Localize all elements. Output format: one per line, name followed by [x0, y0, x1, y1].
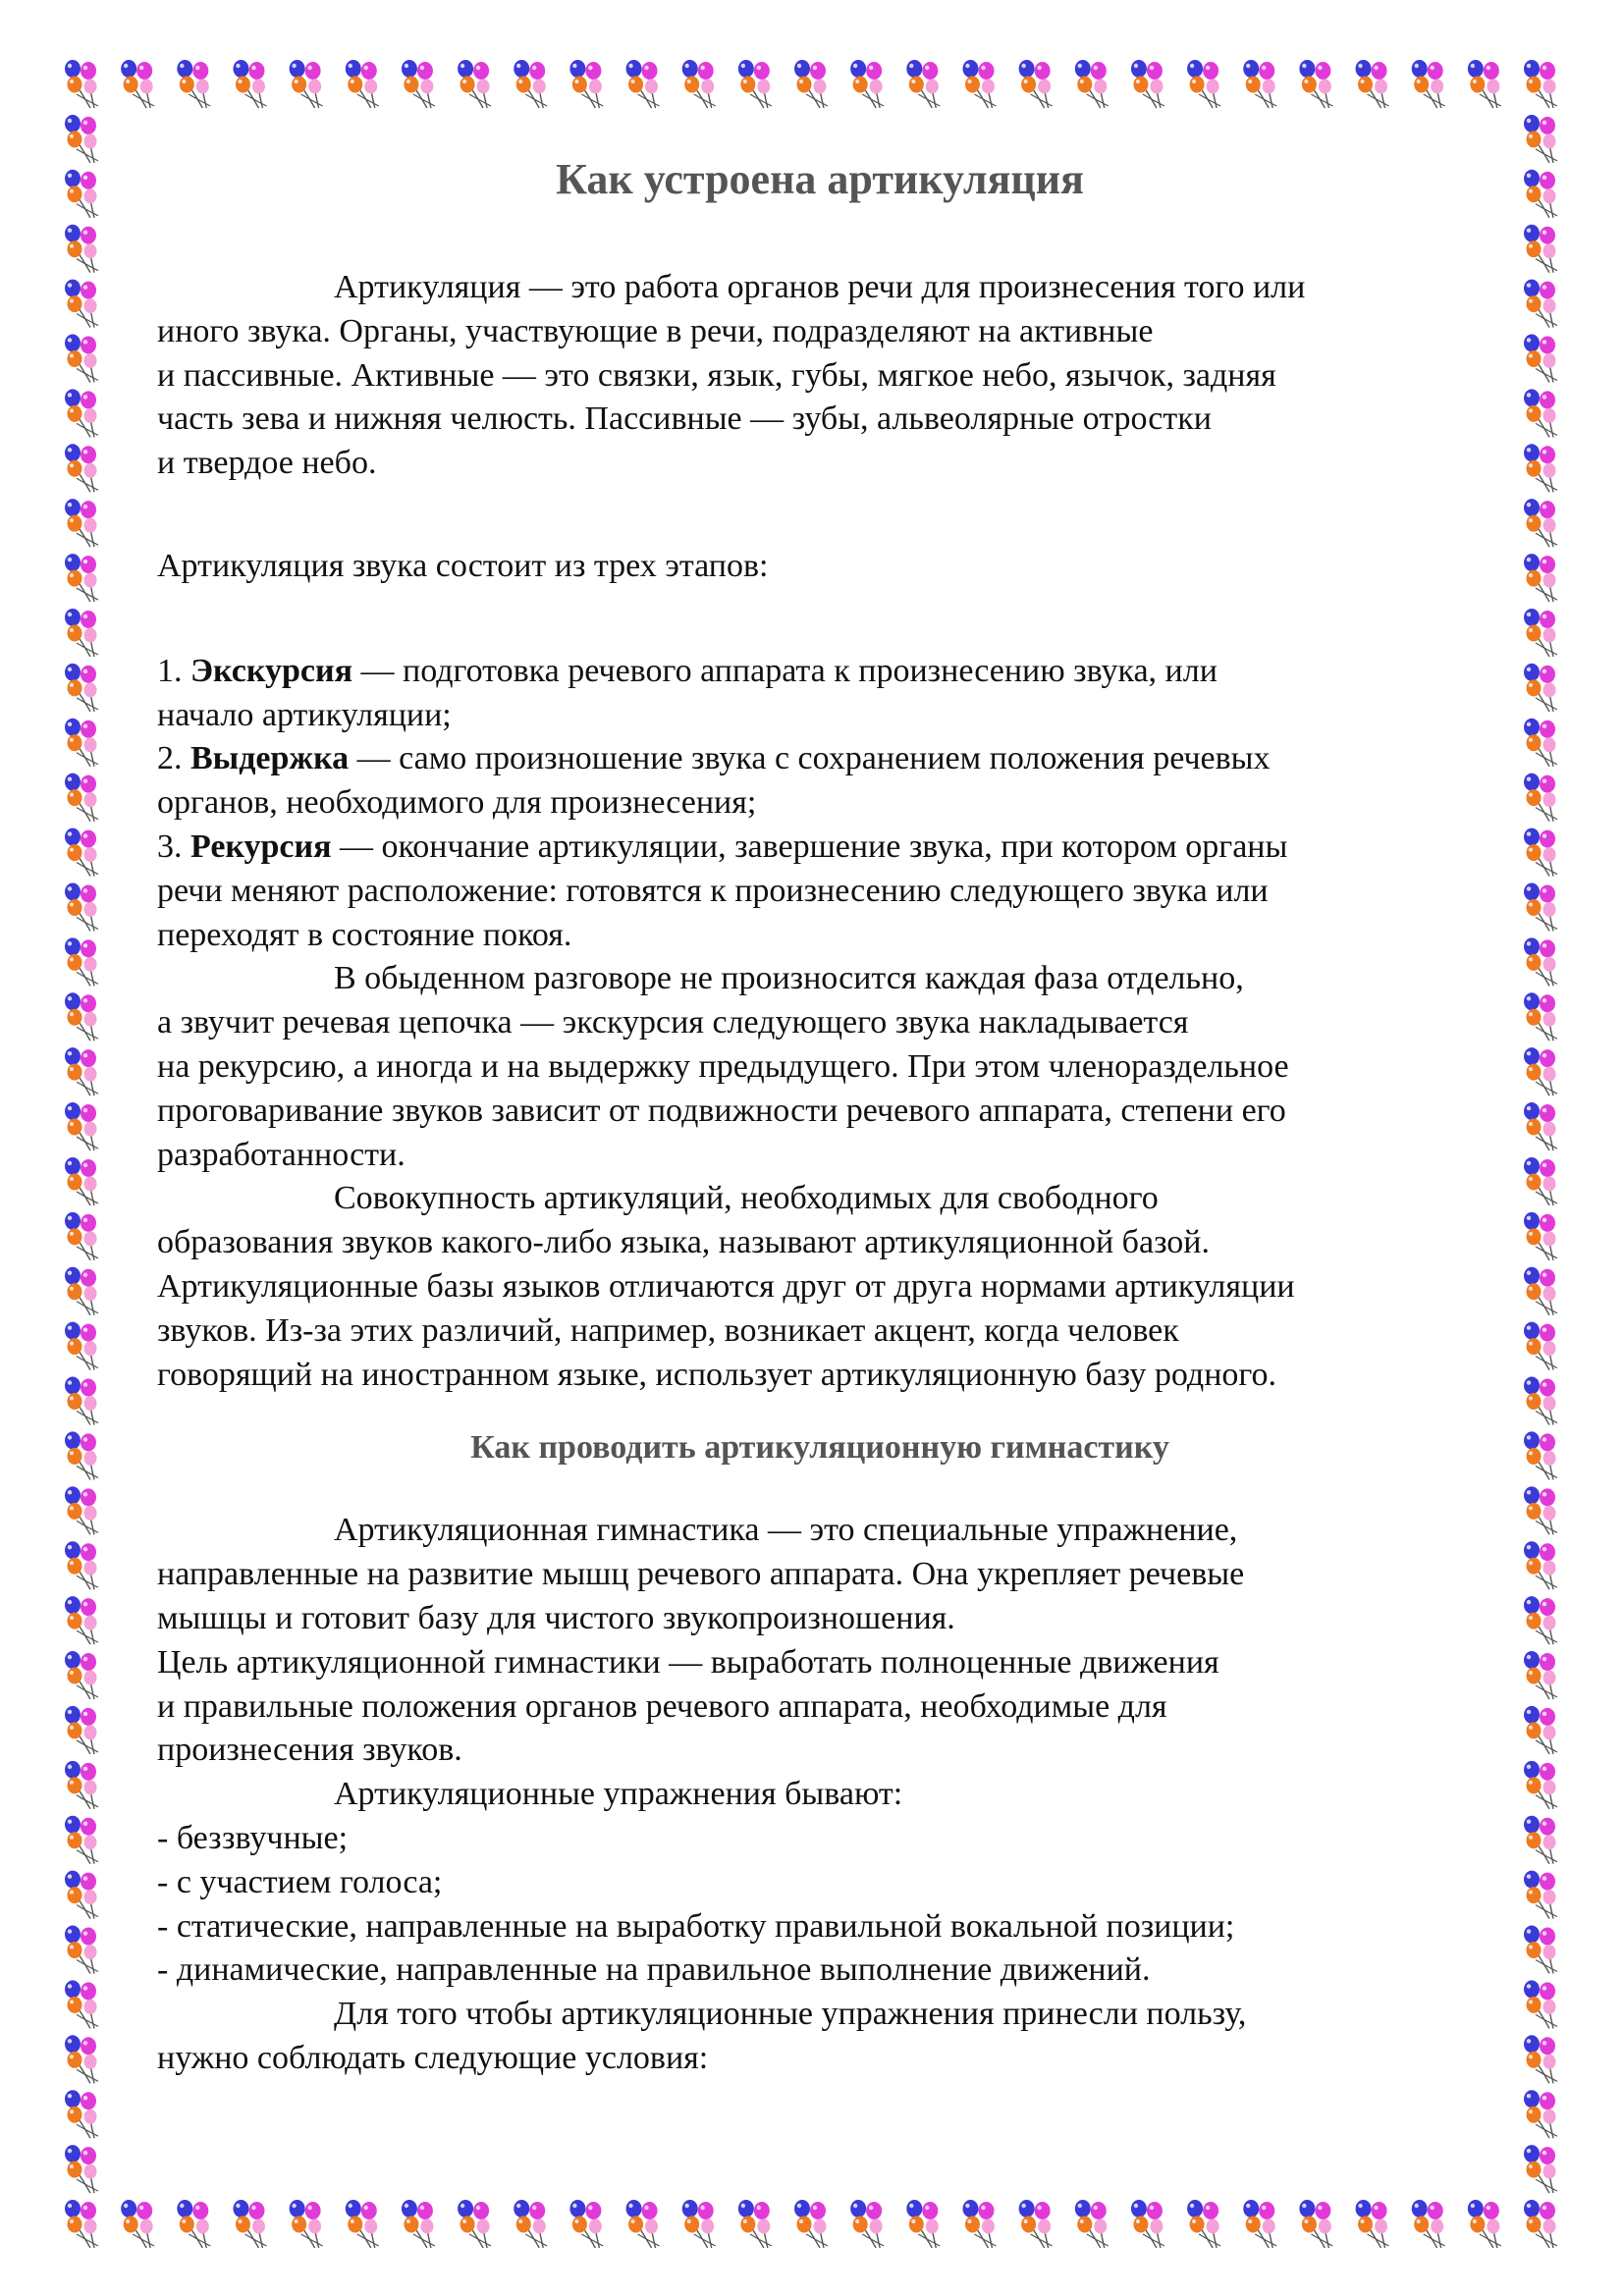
- balloon-cluster-icon: [1524, 1816, 1557, 1864]
- balloon-cluster-icon: [1131, 60, 1164, 108]
- exercises-list: [157, 1817, 1483, 1993]
- balloon-cluster-icon: [233, 2200, 266, 2248]
- balloon-cluster-icon: [1524, 170, 1557, 218]
- balloon-cluster-icon: [65, 719, 98, 767]
- exercise-item: - с участием голоса;: [157, 1863, 443, 1900]
- balloon-cluster-icon: [569, 60, 603, 108]
- balloon-cluster-icon: [1187, 2200, 1220, 2248]
- balloon-cluster-icon: [1075, 60, 1109, 108]
- balloon-cluster-icon: [65, 444, 98, 492]
- balloon-cluster-icon: [65, 1541, 98, 1589]
- stage-number: 2.: [157, 740, 190, 777]
- stages-list: [157, 650, 1483, 958]
- section-subtitle: Как проводить артикуляционную гимнастику: [470, 1429, 1169, 1467]
- balloon-cluster-icon: [1524, 609, 1557, 657]
- balloon-cluster-icon: [1412, 2200, 1445, 2248]
- balloon-cluster-icon: [1524, 1486, 1557, 1534]
- balloon-cluster-icon: [569, 2200, 603, 2248]
- balloon-cluster-icon: [177, 2200, 210, 2248]
- page-title: Как устроена артикуляция: [556, 155, 1084, 203]
- balloon-cluster-icon: [1524, 1267, 1557, 1315]
- balloon-cluster-icon: [233, 60, 266, 108]
- balloon-cluster-icon: [177, 60, 210, 108]
- stage-text: — подготовка речевого аппарата к произнесению звука, или начало артикуляции;: [157, 652, 1218, 733]
- balloon-cluster-icon: [1524, 389, 1557, 437]
- gymnastics-paragraph: Артикуляционная гимнастика — это специальные упражнение, направленные на развитие мышц речевого аппарата. Она укрепляет речевые мышцы и готовит базу для чистого звукопроизношения.: [157, 1512, 1245, 1636]
- stage-item-1: [157, 650, 1483, 738]
- balloon-cluster-icon: [1524, 882, 1557, 931]
- balloon-cluster-icon: [850, 2200, 884, 2248]
- balloon-cluster-icon: [65, 664, 98, 712]
- balloon-cluster-icon: [1243, 2200, 1276, 2248]
- exercises-lead: Артикуляционные упражнения бывают:: [334, 1776, 903, 1813]
- balloon-cluster-icon: [1524, 1157, 1557, 1205]
- balloon-cluster-icon: [1524, 1102, 1557, 1150]
- balloon-cluster-icon: [65, 992, 98, 1041]
- balloon-cluster-icon: [738, 60, 772, 108]
- balloon-cluster-icon: [121, 2200, 154, 2248]
- balloon-cluster-icon: [1019, 60, 1053, 108]
- balloon-cluster-icon: [1524, 1980, 1557, 2028]
- balloon-cluster-icon: [1524, 2200, 1557, 2248]
- balloon-cluster-icon: [65, 389, 98, 437]
- balloon-cluster-icon: [65, 1102, 98, 1150]
- balloon-cluster-icon: [65, 115, 98, 163]
- balloon-cluster-icon: [1524, 225, 1557, 273]
- stage-number: 1.: [157, 652, 190, 689]
- balloon-cluster-icon: [1131, 2200, 1164, 2248]
- balloon-cluster-icon: [458, 60, 491, 108]
- balloon-cluster-icon: [1187, 60, 1220, 108]
- stage-item-3: [157, 826, 1483, 957]
- balloon-cluster-icon: [346, 2200, 379, 2248]
- balloon-cluster-icon: [1524, 60, 1557, 108]
- balloon-cluster-icon: [1524, 334, 1557, 382]
- stage-number: 3.: [157, 828, 190, 865]
- balloon-cluster-icon: [1524, 2090, 1557, 2138]
- balloon-cluster-icon: [65, 1431, 98, 1479]
- exercise-item: - динамические, направленные на правильное выполнение движений.: [157, 1951, 1151, 1989]
- balloon-cluster-icon: [65, 2145, 98, 2193]
- stages-lead: Артикуляция звука состоит из трех этапов:: [157, 547, 769, 584]
- balloon-cluster-icon: [65, 1816, 98, 1864]
- balloon-cluster-icon: [65, 1761, 98, 1809]
- balloon-cluster-icon: [514, 60, 547, 108]
- speech-chain-paragraph: В обыденном разговоре не произносится каждая фаза отдельно, а звучит речевая цепочка — экскурсия следующего звука накладывается на рекурсию, а иногда и на выдержку предыдущего. При этом членораздельное проговаривание звуков зависит от подвижности речевого аппарата, степени его разработанности.: [157, 960, 1289, 1173]
- balloon-cluster-icon: [65, 1651, 98, 1699]
- balloon-cluster-icon: [65, 1596, 98, 1644]
- exercise-item: - статические, направленные на выработку правильной вокальной позиции;: [157, 1907, 1235, 1945]
- balloon-cluster-icon: [1524, 1047, 1557, 1095]
- balloon-cluster-icon: [346, 60, 379, 108]
- balloon-cluster-icon: [290, 2200, 323, 2248]
- balloon-cluster-icon: [65, 2200, 98, 2248]
- balloon-cluster-icon: [1356, 2200, 1389, 2248]
- balloon-cluster-icon: [65, 499, 98, 547]
- balloon-cluster-icon: [65, 1377, 98, 1425]
- stage-term: Экскурсия: [190, 652, 352, 689]
- balloon-cluster-icon: [1524, 2145, 1557, 2193]
- balloon-cluster-icon: [1524, 1541, 1557, 1589]
- balloon-cluster-icon: [1524, 1322, 1557, 1370]
- balloon-cluster-icon: [794, 60, 828, 108]
- balloon-cluster-icon: [1356, 60, 1389, 108]
- stage-item-2: [157, 737, 1483, 826]
- stage-text: — само произношение звука с сохранением положения речевых органов, необходимого для произнесения;: [157, 740, 1271, 822]
- balloon-cluster-icon: [1524, 1596, 1557, 1644]
- balloon-cluster-icon: [906, 2200, 940, 2248]
- intro-paragraph: Артикуляция — это работа органов речи для произнесения того или иного звука. Органы, участвующие в речи, подразделяют на активные и пассивные. Активные — это связки, язык, губы, мягкое небо, язычок, задняя часть зева и нижняя челюсть. Пассивные — зубы, альвеолярные отростки и твердое небо.: [157, 269, 1306, 482]
- balloon-cluster-icon: [1524, 937, 1557, 986]
- balloon-cluster-icon: [1524, 828, 1557, 877]
- balloon-cluster-icon: [1019, 2200, 1053, 2248]
- balloon-cluster-icon: [65, 1212, 98, 1260]
- conditions-paragraph: Для того чтобы артикуляционные упражнения принесли пользу, нужно соблюдать следующие условия:: [157, 1996, 1247, 2076]
- balloon-cluster-icon: [1524, 664, 1557, 712]
- balloon-cluster-icon: [514, 2200, 547, 2248]
- balloon-cluster-icon: [794, 2200, 828, 2248]
- balloon-cluster-icon: [1468, 2200, 1501, 2248]
- balloon-cluster-icon: [402, 2200, 435, 2248]
- balloon-cluster-icon: [65, 1322, 98, 1370]
- balloon-cluster-icon: [402, 60, 435, 108]
- balloon-cluster-icon: [1243, 60, 1276, 108]
- balloon-cluster-icon: [626, 60, 660, 108]
- balloon-cluster-icon: [626, 2200, 660, 2248]
- balloon-cluster-icon: [1524, 1377, 1557, 1425]
- balloon-cluster-icon: [65, 1980, 98, 2028]
- balloon-cluster-icon: [65, 1871, 98, 1919]
- stage-term: Рекурсия: [190, 828, 332, 865]
- balloon-cluster-icon: [65, 1157, 98, 1205]
- balloon-cluster-icon: [65, 1486, 98, 1534]
- balloon-cluster-icon: [1524, 774, 1557, 822]
- balloon-cluster-icon: [65, 334, 98, 382]
- balloon-cluster-icon: [1524, 1651, 1557, 1699]
- balloon-cluster-icon: [1524, 1706, 1557, 1754]
- balloon-cluster-icon: [121, 60, 154, 108]
- balloon-cluster-icon: [1524, 554, 1557, 602]
- balloon-cluster-icon: [962, 2200, 996, 2248]
- balloon-cluster-icon: [1299, 2200, 1332, 2248]
- balloon-cluster-icon: [65, 60, 98, 108]
- balloon-cluster-icon: [1524, 1761, 1557, 1809]
- balloon-cluster-icon: [65, 1267, 98, 1315]
- stage-term: Выдержка: [190, 740, 350, 777]
- balloon-cluster-icon: [65, 280, 98, 328]
- balloon-cluster-icon: [65, 828, 98, 877]
- balloon-cluster-icon: [1524, 499, 1557, 547]
- balloon-cluster-icon: [1412, 60, 1445, 108]
- balloon-cluster-icon: [1524, 992, 1557, 1041]
- balloon-cluster-icon: [65, 774, 98, 822]
- balloon-cluster-icon: [1299, 60, 1332, 108]
- balloon-cluster-icon: [65, 1706, 98, 1754]
- balloon-cluster-icon: [682, 60, 716, 108]
- articulation-base-paragraph: Совокупность артикуляций, необходимых для свободного образования звуков какого-либо языка, называют артикуляционной базой. Артикуляционные базы языков отличаются друг от друга нормами артикуляции звуков. Из-за этих различий, например, возникает акцент, когда человек говорящий на иностранном языке, использует артикуляционную базу родного.: [157, 1180, 1295, 1393]
- document-body: [157, 152, 1483, 2081]
- balloon-cluster-icon: [65, 1047, 98, 1095]
- exercise-item: - беззвучные;: [157, 1819, 349, 1856]
- stage-text: — окончание артикуляции, завершение звука, при котором органы речи меняют расположение: готовятся к произнесению следующего звука или переходят в состояние покоя.: [157, 828, 1288, 953]
- balloon-cluster-icon: [65, 170, 98, 218]
- balloon-cluster-icon: [850, 60, 884, 108]
- balloon-cluster-icon: [738, 2200, 772, 2248]
- balloon-cluster-icon: [458, 2200, 491, 2248]
- balloon-cluster-icon: [1524, 115, 1557, 163]
- goal-paragraph: Цель артикуляционной гимнастики — выработать полноценные движения и правильные положения органов речевого аппарата, необходимые для произнесения звуков.: [157, 1643, 1219, 1769]
- balloon-cluster-icon: [65, 554, 98, 602]
- balloon-cluster-icon: [1524, 1212, 1557, 1260]
- balloon-cluster-icon: [1524, 1431, 1557, 1479]
- balloon-cluster-icon: [682, 2200, 716, 2248]
- balloon-cluster-icon: [1524, 1926, 1557, 1974]
- balloon-cluster-icon: [1524, 2035, 1557, 2083]
- balloon-cluster-icon: [65, 2035, 98, 2083]
- balloon-cluster-icon: [65, 2090, 98, 2138]
- balloon-cluster-icon: [65, 225, 98, 273]
- balloon-cluster-icon: [906, 60, 940, 108]
- balloon-cluster-icon: [1075, 2200, 1109, 2248]
- balloon-cluster-icon: [65, 609, 98, 657]
- balloon-cluster-icon: [962, 60, 996, 108]
- balloon-cluster-icon: [65, 937, 98, 986]
- balloon-cluster-icon: [65, 1926, 98, 1974]
- balloon-cluster-icon: [1468, 60, 1501, 108]
- balloon-cluster-icon: [65, 882, 98, 931]
- balloon-cluster-icon: [290, 60, 323, 108]
- balloon-cluster-icon: [1524, 280, 1557, 328]
- balloon-cluster-icon: [1524, 719, 1557, 767]
- balloon-cluster-icon: [1524, 1871, 1557, 1919]
- balloon-cluster-icon: [1524, 444, 1557, 492]
